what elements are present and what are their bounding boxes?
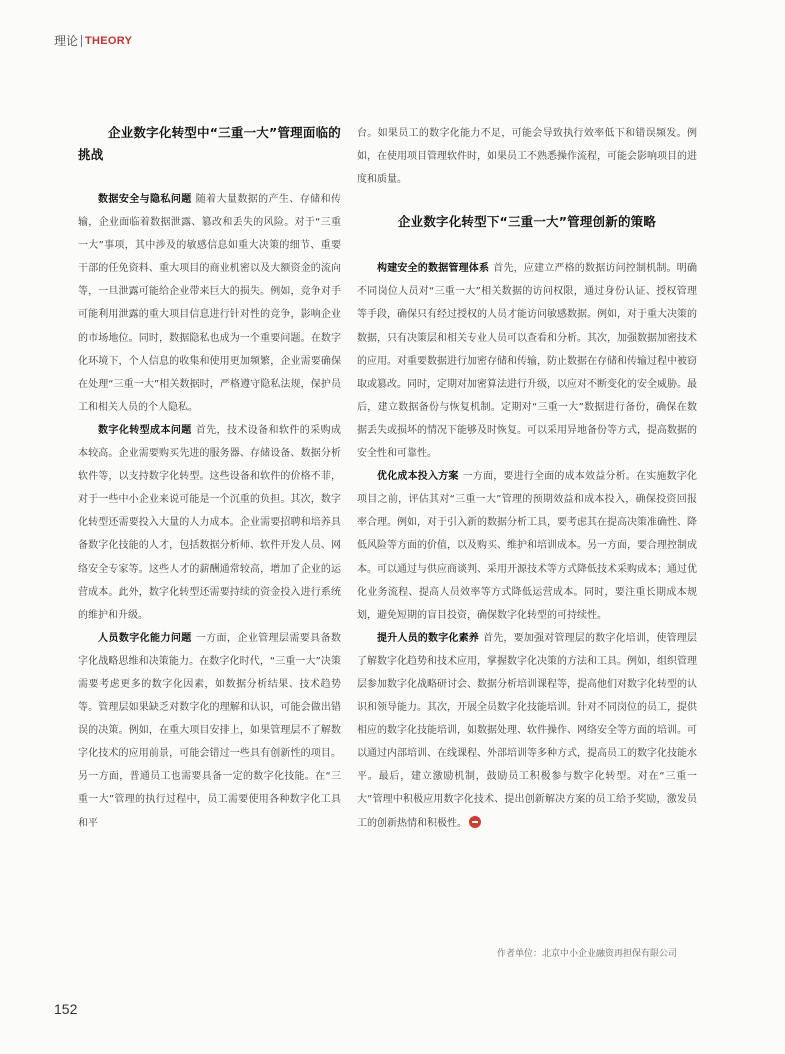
para-text: 首先，要加强对管理层的数字化培训，使管理层了解数字化趋势和技术应用，掌握数字化决策的方法和工具。例如，组织管理层参加数字化战略研讨会、数据分析培训课程等，提高他们对数字化转型的认识和领导能力。其次，开展全员数字化技能培训。针对不同岗位的员工，提供相应的数字化技能培训，如数据处理、软件操作、网络安全等方面的培训。可以通过内部培训、在线课程、外部培训等多种方式，提高员工的数字化技能水平。最后，建立激励机制，鼓励员工积极参与数字化转型。对在“三重一大”管理中积极应用数字化技术、提出创新解决方案的员工给予奖励，激发员工的创新热情和积极性。 [357, 632, 697, 829]
para-lead: 数字化转型成本问题 [98, 424, 192, 436]
para-text: 首先，应建立严格的数据访问控制机制。明确不同岗位人员对“三重一大”相关数据的访问权限，通过身份认证、授权管理等手段，确保只有经过授权的人员才能访问敏感数据。例如，对于重大决策的数据，只有决策层和相关专业人员可以查看和分析。其次，加强数据加密技术的应用。对重要数据进行加密存储和传输，防止数据在存储和传输过程中被窃取或篡改。同时，定期对加密算法进行升级，以应对不断变化的安全威胁。最后，建立数据备份与恢复机制。定期对“三重一大”数据进行备份，确保在数据丢失或损坏的情况下能够及时恢复。可以采用异地备份等方式，提高数据的安全性和可靠性。 [357, 263, 698, 460]
left-paragraph-1 [78, 188, 341, 419]
header-en: THEORY [85, 34, 133, 47]
para-lead: 优化成本投入方案 [377, 471, 459, 483]
author-affiliation: 作者单位：北京中小企业融资再担保有限公司 [497, 949, 678, 959]
right-section-heading: 企业数字化转型下“三重一大”管理创新的策略 [397, 214, 657, 230]
end-mark-icon [469, 816, 481, 828]
para-text: 首先，技术设备和软件的采购成本较高。企业需要购买先进的服务器、存储设备、数据分析软件等，以支持数字化转型。这些设备和软件的价格不菲，对于一些中小企业来说可能是一个沉重的负担。其次，数字化转型还需要投入大量的人力成本。企业需要招聘和培养具备数字化技能的人才，包括数据分析师、软件开发人员、网络安全专家等。这些人才的薪酬通常较高，增加了企业的运营成本。此外，数字化转型还需要持续的资金投入进行系统的维护和升级。 [78, 424, 342, 621]
para-text: 一方面，企业管理层需要具备数字化战略思维和决策能力。在数字化时代，“三重一大”决策需要考虑更多的数字化因素，如数据分析结果、技术趋势等。管理层如果缺乏对数字化的理解和认识，可能会做出错误的决策。例如，在重大项目安排上，如果管理层不了解数字化技术的应用前景，可能会错过一些具有创新性的项目。另一方面，普通员工也需要具备一定的数字化技能。在“三重一大”管理的执行过程中，员工需要使用各种数字化工具和平 [78, 632, 342, 829]
page-number: 152 [54, 1001, 78, 1017]
right-paragraph-2 [357, 465, 697, 627]
header-divider [81, 35, 82, 47]
right-continuation: 台。如果员工的数字化能力不足，可能会导致执行效率低下和错误频发。例如，在使用项目管理软件时，如果员工不熟悉操作流程，可能会影响项目的进度和质量。 [357, 128, 697, 186]
section-header [54, 32, 132, 49]
left-section-heading: 企业数字化转型中“三重一大”管理面临的挑战 [78, 125, 341, 162]
header-cn: 理论 [54, 34, 79, 48]
left-paragraph-2 [78, 419, 341, 627]
left-paragraph-3 [78, 627, 341, 835]
para-lead: 数据安全与隐私问题 [98, 194, 192, 205]
para-text: 随着大量数据的产生、存储和传输，企业面临着数据泄露、篡改和丢失的风险。对于“三重一大”事项，其中涉及的敏感信息如重大决策的细节、重要干部的任免资料、重大项目的商业机密以及大额资金的流向等，一旦泄露可能给企业带来巨大的损失。例如，竞争对手可能利用泄露的重大项目信息进行针对性的竞争，影响企业的市场地位。同时，数据隐私也成为一个重要问题。在数字化环境下，个人信息的收集和使用更加频繁，企业需要确保在处理“三重一大”相关数据时，严格遵守隐私法规，保护员工和相关人员的个人隐私。 [78, 194, 342, 413]
para-text: 一方面，要进行全面的成本效益分析。在实施数字化项目之前，评估其对“三重一大”管理的预期效益和成本投入，确保投资回报率合理。例如，对于引入新的数据分析工具，要考虑其在提高决策准确性、降低风险等方面的价值，以及购买、维护和培训成本。另一方面，要合理控制成本。可以通过与供应商谈判、采用开源技术等方式降低技术采购成本；通过优化业务流程、提高人员效率等方式降低运营成本。同时，要注重长期成本规划，避免短期的盲目投资，确保数字化转型的可持续性。 [357, 471, 698, 621]
para-lead: 构建安全的数据管理体系 [377, 263, 490, 275]
para-lead: 提升人员的数字化素养 [377, 632, 479, 644]
right-paragraph-3 [357, 627, 697, 835]
right-paragraph-1 [357, 257, 697, 465]
left-column [78, 122, 341, 835]
right-column [357, 122, 697, 835]
para-lead: 人员数字化能力问题 [98, 632, 192, 644]
